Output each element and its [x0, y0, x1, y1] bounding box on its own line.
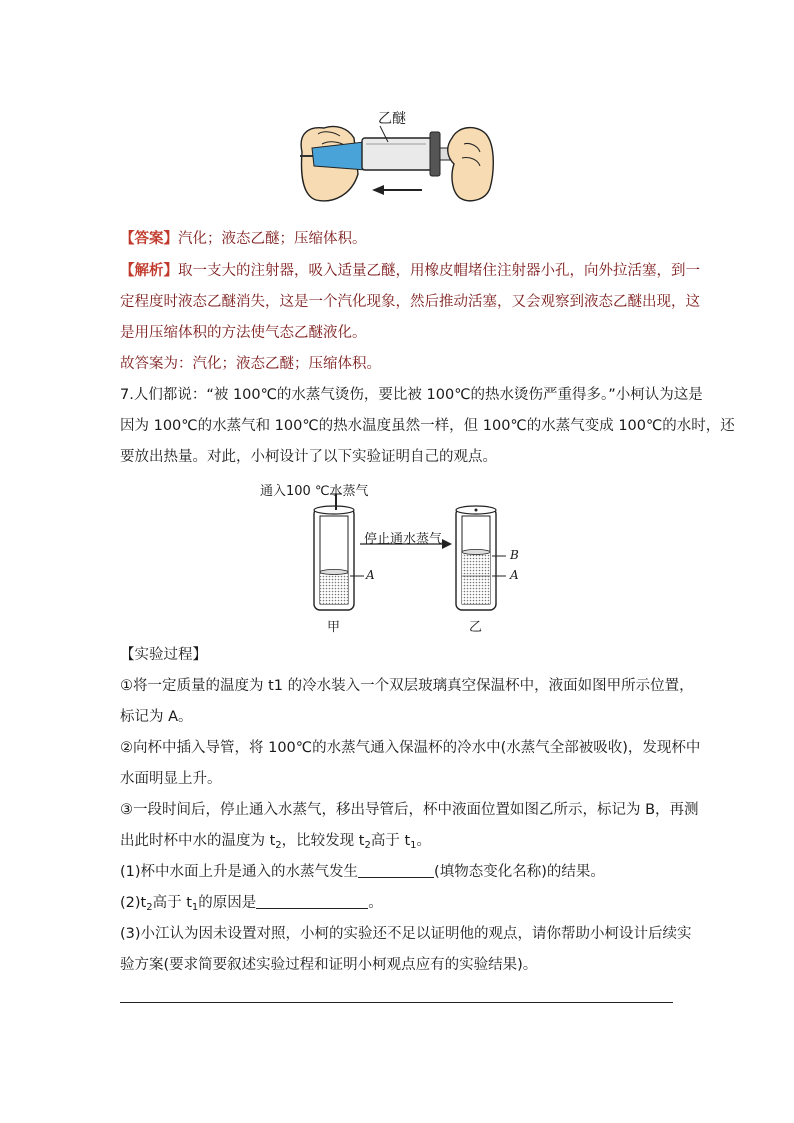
syringe-figure	[294, 104, 504, 208]
answer-line	[120, 229, 367, 249]
subq1-text-a: (1)杯中水面上升是通入的水蒸气发生	[120, 864, 359, 880]
analysis-line-2: 定程度时液态乙醚消失，这是一个汽化现象，然后推动活塞，又会观察到液态乙醚出现，这	[120, 294, 700, 310]
conclusion-line: 故答案为：汽化；液态乙醚；压缩体积。	[120, 356, 381, 372]
caption-yi: 乙	[469, 620, 483, 635]
subq3-line-1: (3)小江认为因未设置对照，小柯的实验还不足以证明他的观点，请你帮助小柯设计后续实	[120, 926, 692, 942]
step3-text-g: 。	[416, 833, 432, 849]
cup-jia	[314, 494, 364, 610]
subq2-sub-a: 2	[146, 902, 153, 913]
ether-label: 乙醚	[378, 111, 406, 127]
subq2-sub-b: 1	[191, 902, 199, 913]
step3-line-1: ③一段时间后，停止通入水蒸气，移出导管后，杯中液面位置如图乙所示，标记为 B，再测	[120, 802, 699, 818]
step2-line-1: ②向杯中插入导管，将 100℃的水蒸气通入保温杯的冷水中(水蒸气全部被吸收)，发现杯中	[120, 740, 701, 756]
q7-line-3: 要放出热量。对此，小柯设计了以下实验证明自己的观点。	[120, 449, 497, 465]
subq1-answer-blank[interactable]	[358, 863, 434, 878]
stop-steam-label: 停止通水蒸气	[364, 532, 443, 547]
mark-b-right: B	[510, 548, 519, 562]
step3-sub-b: 2	[364, 840, 371, 851]
step3-text-e: 高于 t	[370, 833, 411, 849]
q7-line-2: 因为 100℃的水蒸气和 100℃的热水温度虽然一样，但 100℃的水蒸气变成 100℃的水时，还	[120, 418, 735, 434]
step3-sub-c: 1	[410, 840, 417, 851]
step1-line-1: ①将一定质量的温度为 t1 的冷水装入一个双层玻璃真空保温杯中，液面如图甲所示位置，	[120, 678, 694, 694]
step3-sub-a: 2	[275, 840, 282, 851]
mark-a-right: A	[510, 568, 519, 582]
subq2-text-a: (2)t	[120, 895, 147, 911]
subq1-line	[120, 862, 605, 882]
subq2-line	[120, 893, 383, 918]
caption-jia: 甲	[327, 620, 341, 635]
step1-line-2: 标记为 A。	[120, 709, 193, 725]
q7-line-1: 7.人们都说：“被 100℃的水蒸气烫伤，要比被 100℃的热水烫伤严重得多。”小柯认为这是	[120, 387, 703, 403]
analysis-tag: 【解析】	[120, 263, 178, 279]
analysis-line-1	[120, 261, 700, 281]
analysis-line-3: 是用压缩体积的方法使气态乙醚液化。	[120, 325, 367, 341]
subq2-text-c: 的原因是	[198, 895, 257, 911]
step3-text-a: 出此时杯中水的温度为 t	[120, 833, 276, 849]
steam-label: 通入100 ℃水蒸气	[260, 484, 369, 499]
cup-figure	[250, 476, 550, 636]
step3-text-c: ，比较发现 t	[281, 833, 365, 849]
subq2-answer-blank[interactable]	[256, 894, 368, 909]
process-heading: 【实验过程】	[120, 647, 207, 663]
answer-tag: 【答案】	[120, 231, 178, 247]
answer-text: 汽化；液态乙醚；压缩体积。	[178, 231, 367, 247]
answer-rule-line	[120, 1002, 673, 1003]
subq2-text-b: 高于 t	[152, 895, 192, 911]
step2-line-2: 水面明显上升。	[120, 771, 222, 787]
step3-line-2	[120, 831, 431, 856]
subq1-text-b: (填物态变化名称)的结果。	[434, 864, 605, 880]
subq2-text-d: 。	[368, 895, 383, 911]
analysis-text-1: 取一支大的注射器，吸入适量乙醚，用橡皮帽堵住注射器小孔，向外拉活塞，到一	[178, 263, 700, 279]
cup-yi	[456, 506, 506, 610]
mark-a-left: A	[366, 568, 375, 582]
cup-illustration	[250, 476, 550, 636]
subq3-line-2: 验方案(要求简要叙述实验过程和证明小柯观点应有的实验结果)。	[120, 957, 538, 973]
